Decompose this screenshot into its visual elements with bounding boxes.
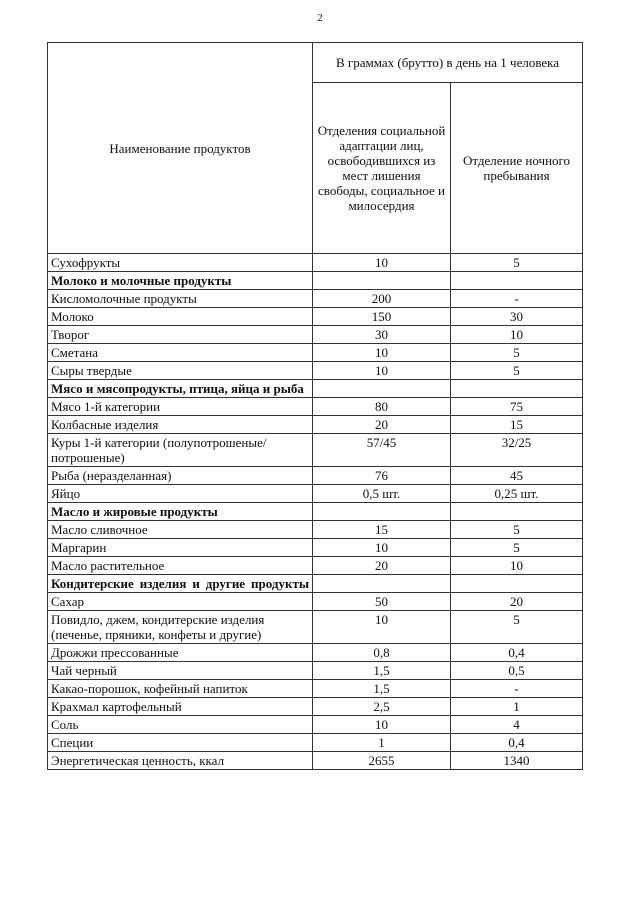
section-row bbox=[48, 575, 583, 593]
product-name: Куры 1-й категории (полупотрошеные/потрошеные) bbox=[48, 434, 313, 467]
section-title: Масло и жировые продукты bbox=[48, 503, 313, 521]
table-row bbox=[48, 680, 583, 698]
table-row bbox=[48, 485, 583, 503]
food-norms-table bbox=[47, 42, 583, 770]
table-row bbox=[48, 644, 583, 662]
value-col2: 5 bbox=[451, 362, 583, 380]
table-row bbox=[48, 716, 583, 734]
value-col2 bbox=[451, 503, 583, 521]
value-col1: 1 bbox=[313, 734, 451, 752]
table-row bbox=[48, 308, 583, 326]
value-col1: 150 bbox=[313, 308, 451, 326]
value-col2: 10 bbox=[451, 557, 583, 575]
table-row bbox=[48, 344, 583, 362]
value-col2: 1340 bbox=[451, 752, 583, 770]
product-name: Дрожжи прессованные bbox=[48, 644, 313, 662]
value-col2 bbox=[451, 575, 583, 593]
product-name: Сыры твердые bbox=[48, 362, 313, 380]
value-col2 bbox=[451, 380, 583, 398]
value-col1: 10 bbox=[313, 611, 451, 644]
product-name: Маргарин bbox=[48, 539, 313, 557]
table-row bbox=[48, 254, 583, 272]
table-row bbox=[48, 398, 583, 416]
header-row-top bbox=[48, 43, 583, 83]
header-product-name: Наименование продуктов bbox=[48, 43, 313, 254]
section-row bbox=[48, 272, 583, 290]
product-name: Сахар bbox=[48, 593, 313, 611]
table-row bbox=[48, 416, 583, 434]
value-col2: 5 bbox=[451, 254, 583, 272]
table-row bbox=[48, 557, 583, 575]
value-col2: 0,4 bbox=[451, 734, 583, 752]
value-col2: 5 bbox=[451, 344, 583, 362]
value-col1: 15 bbox=[313, 521, 451, 539]
value-col1: 0,8 bbox=[313, 644, 451, 662]
value-col2: - bbox=[451, 680, 583, 698]
product-name: Чай черный bbox=[48, 662, 313, 680]
section-row bbox=[48, 503, 583, 521]
value-col1 bbox=[313, 272, 451, 290]
value-col2: 5 bbox=[451, 521, 583, 539]
product-name: Молоко bbox=[48, 308, 313, 326]
value-col2: 10 bbox=[451, 326, 583, 344]
table-row bbox=[48, 611, 583, 644]
product-name: Масло сливочное bbox=[48, 521, 313, 539]
section-title: Кондитерские изделия и другие продукты bbox=[48, 575, 313, 593]
value-col1: 30 bbox=[313, 326, 451, 344]
product-name: Масло растительное bbox=[48, 557, 313, 575]
value-col2: 20 bbox=[451, 593, 583, 611]
product-name: Колбасные изделия bbox=[48, 416, 313, 434]
table-row bbox=[48, 434, 583, 467]
table-row bbox=[48, 326, 583, 344]
product-name: Кисломолочные продукты bbox=[48, 290, 313, 308]
value-col1: 20 bbox=[313, 416, 451, 434]
value-col2: 15 bbox=[451, 416, 583, 434]
table-row bbox=[48, 539, 583, 557]
value-col1: 1,5 bbox=[313, 662, 451, 680]
product-name: Сметана bbox=[48, 344, 313, 362]
value-col2: 75 bbox=[451, 398, 583, 416]
product-name: Специи bbox=[48, 734, 313, 752]
product-name: Яйцо bbox=[48, 485, 313, 503]
value-col2: 0,25 шт. bbox=[451, 485, 583, 503]
value-col2: 1 bbox=[451, 698, 583, 716]
product-name: Энергетическая ценность, ккал bbox=[48, 752, 313, 770]
table-row bbox=[48, 521, 583, 539]
table-row bbox=[48, 467, 583, 485]
table-row bbox=[48, 362, 583, 380]
value-col1: 20 bbox=[313, 557, 451, 575]
value-col1: 50 bbox=[313, 593, 451, 611]
value-col1 bbox=[313, 380, 451, 398]
table-row bbox=[48, 593, 583, 611]
product-name: Мясо 1-й категории bbox=[48, 398, 313, 416]
value-col1: 0,5 шт. bbox=[313, 485, 451, 503]
value-col1: 10 bbox=[313, 254, 451, 272]
table-row bbox=[48, 752, 583, 770]
value-col1: 10 bbox=[313, 539, 451, 557]
value-col1: 10 bbox=[313, 716, 451, 734]
table-row bbox=[48, 734, 583, 752]
value-col1: 1,5 bbox=[313, 680, 451, 698]
value-col2: 45 bbox=[451, 467, 583, 485]
header-grams-per-day: В граммах (брутто) в день на 1 человека bbox=[313, 43, 583, 83]
value-col1: 2655 bbox=[313, 752, 451, 770]
header-social-adaptation: Отделения социальной адаптации лиц, освободившихся из мест лишения свободы, социальное и милосердия bbox=[313, 83, 451, 254]
value-col1: 10 bbox=[313, 362, 451, 380]
value-col1: 10 bbox=[313, 344, 451, 362]
table-row bbox=[48, 662, 583, 680]
value-col1: 2,5 bbox=[313, 698, 451, 716]
section-title: Мясо и мясопродукты, птица, яйца и рыба bbox=[48, 380, 313, 398]
value-col2: 5 bbox=[451, 539, 583, 557]
section-title: Молоко и молочные продукты bbox=[48, 272, 313, 290]
table-row bbox=[48, 290, 583, 308]
value-col2: 0,4 bbox=[451, 644, 583, 662]
value-col2: - bbox=[451, 290, 583, 308]
product-name: Крахмал картофельный bbox=[48, 698, 313, 716]
header-night-stay: Отделение ночного пребывания bbox=[451, 83, 583, 254]
value-col1 bbox=[313, 575, 451, 593]
product-name: Рыба (неразделанная) bbox=[48, 467, 313, 485]
value-col2: 5 bbox=[451, 611, 583, 644]
product-name: Творог bbox=[48, 326, 313, 344]
product-name: Соль bbox=[48, 716, 313, 734]
product-name: Какао-порошок, кофейный напиток bbox=[48, 680, 313, 698]
value-col1: 57/45 bbox=[313, 434, 451, 467]
value-col2: 4 bbox=[451, 716, 583, 734]
value-col2: 0,5 bbox=[451, 662, 583, 680]
product-name: Сухофрукты bbox=[48, 254, 313, 272]
section-row bbox=[48, 380, 583, 398]
value-col1: 80 bbox=[313, 398, 451, 416]
product-name: Повидло, джем, кондитерские изделия (печенье, пряники, конфеты и другие) bbox=[48, 611, 313, 644]
value-col1: 76 bbox=[313, 467, 451, 485]
value-col2: 30 bbox=[451, 308, 583, 326]
value-col2 bbox=[451, 272, 583, 290]
table-row bbox=[48, 698, 583, 716]
page-number: 2 bbox=[317, 12, 323, 24]
value-col2: 32/25 bbox=[451, 434, 583, 467]
value-col1 bbox=[313, 503, 451, 521]
value-col1: 200 bbox=[313, 290, 451, 308]
